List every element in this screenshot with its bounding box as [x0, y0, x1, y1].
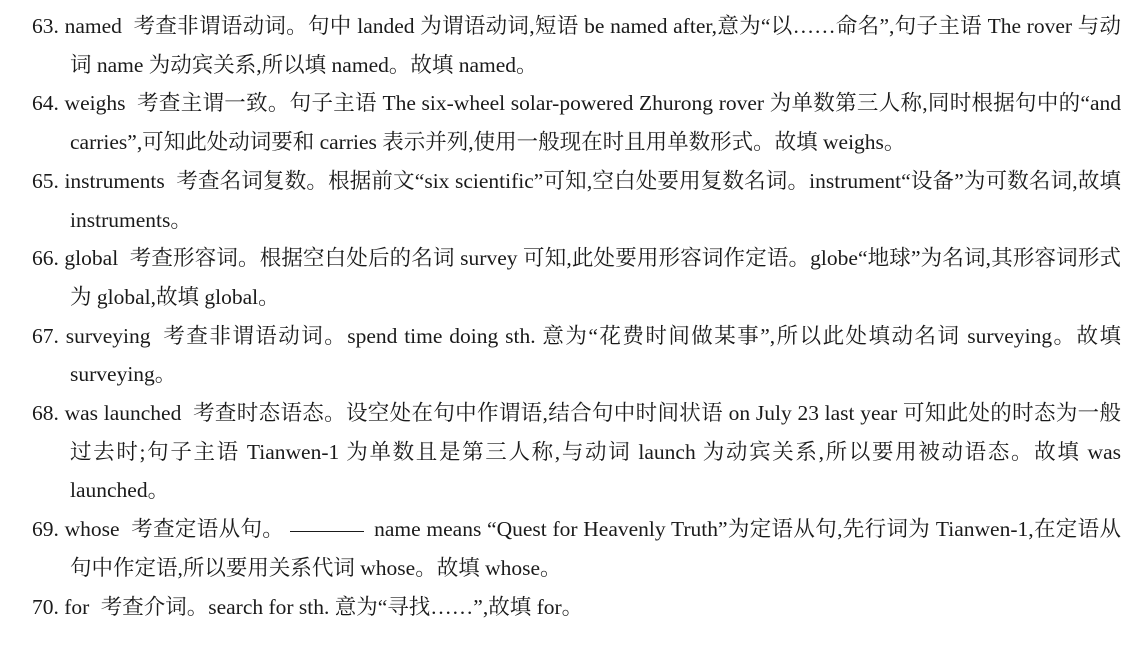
item-answer: global — [64, 246, 119, 271]
item-number: 64. — [32, 91, 59, 116]
answer-item-63 — [32, 7, 1121, 84]
item-explanation: 考查非谓语动词。spend time doing sth. 意为“花费时间做某事”,所以此处填动名词 surveying。故填 surveying。 — [70, 323, 1122, 387]
item-number: 68. — [32, 401, 59, 426]
item-number: 67. — [32, 323, 59, 348]
item-explanation: 考查形容词。根据空白处后的名词 survey 可知,此处要用形容词作定语。globe“地球”为名词,其形容词形式为 global,故填 global。 — [70, 246, 1122, 309]
item-number: 70. — [32, 594, 59, 619]
answer-item-69 — [32, 510, 1121, 587]
item-explanation: 考查名词复数。根据前文“six scientific”可知,空白处要用复数名词。instrument“设备”为可数名词,故填 instruments。 — [70, 168, 1122, 232]
item-answer: named — [64, 14, 122, 38]
item-explanation-after-blank: name means “Quest for Heavenly Truth”为定语从句,先行词为 Tianwen-1,在定语从句中作定语,所以要用关系代词 whose。故填 whose。 — [70, 517, 1121, 580]
item-explanation: 考查时态语态。设空处在句中作谓语,结合句中时间状语 on July 23 last year 可知此处的时态为一般过去时;句子主语 Tianwen-1 为单数且是第三人称,与动词 launch 为动宾关系,所以要用被动语态。故填 was launched。 — [70, 401, 1122, 503]
answer-item-67 — [32, 317, 1121, 394]
item-explanation: 考查非谓语动词。句中 landed 为谓语动词,短语 be named after,意为“以……命名”,句子主语 The rover 与动词 name 为动宾关系,所以填 named。故填 named。 — [70, 14, 1122, 77]
item-number: 69. — [32, 517, 59, 542]
item-answer: weighs — [64, 91, 126, 116]
answer-item-70 — [32, 588, 1121, 627]
item-explanation: 考查介词。search for sth. 意为“寻找……”,故填 for。 — [100, 594, 584, 619]
answer-item-65 — [32, 162, 1121, 239]
item-number: 65. — [32, 168, 59, 193]
item-answer: was launched — [64, 401, 182, 426]
answer-item-66 — [32, 239, 1121, 316]
item-answer: instruments — [64, 168, 165, 193]
item-number: 66. — [32, 246, 59, 271]
answer-item-68 — [32, 394, 1121, 510]
fill-in-blank-line — [290, 530, 364, 532]
item-number: 63. — [32, 14, 59, 38]
item-answer: whose — [64, 517, 120, 542]
answer-item-64 — [32, 84, 1121, 161]
item-explanation-before-blank: 考查定语从句。 — [131, 517, 285, 542]
item-explanation: 考查主谓一致。句子主语 The six-wheel solar-powered Zhurong rover 为单数第三人称,同时根据句中的“and carries”,可知此处动词要和 carries 表示并列,使用一般现在时且用单数形式。故填 weighs。 — [70, 91, 1122, 155]
item-answer: surveying — [65, 323, 151, 348]
item-answer: for — [64, 594, 90, 619]
